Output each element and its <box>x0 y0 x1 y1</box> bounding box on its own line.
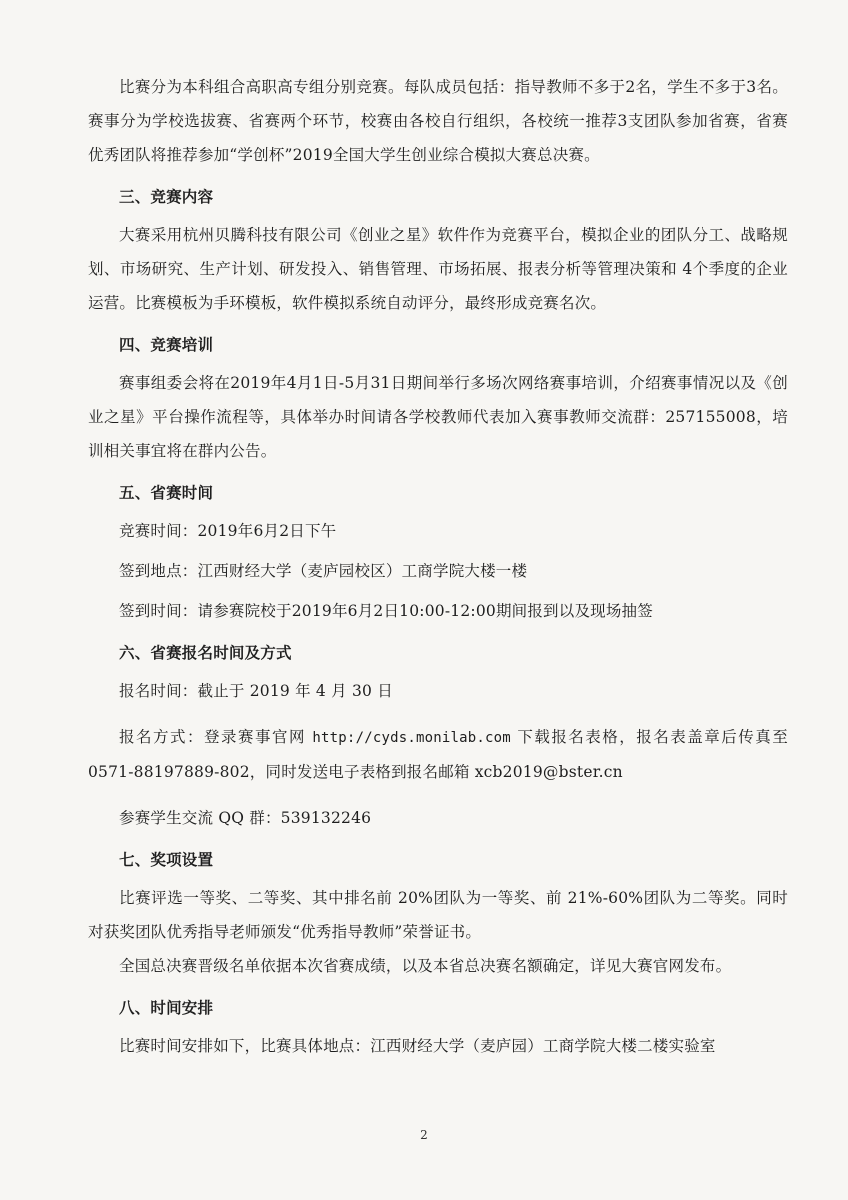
registration-method-suffix: 下载报名表格，报名表盖章后传真至 0571-88197889-802，同时发送电子表格到报名邮箱 xcb2019@bster.cn <box>88 728 788 781</box>
section-4-heading: 四、竞赛培训 <box>119 336 214 354</box>
section-4-paragraph: 赛事组委会将在2019年4月1日-5月31日期间举行多场次网络赛事培训，介绍赛事情况以及《创业之星》平台操作流程等，具体举办时间请各学校教师代表加入赛事教师交流群：257155008，培训相关事宜将在群内公告。 <box>88 374 788 460</box>
registration-deadline: 报名时间：截止于 2019 年 4 月 30 日 <box>119 682 393 700</box>
award-paragraph: 比赛评选一等奖、二等奖、其中排名前 20%团队为一等奖、前 21%-60%团队为二等奖。同时对获奖团队优秀指导老师颁发“优秀指导教师”荣誉证书。 <box>88 889 788 941</box>
section-3-paragraph: 大赛采用杭州贝腾科技有限公司《创业之星》软件作为竞赛平台，模拟企业的团队分工、战略规划、市场研究、生产计划、研发投入、销售管理、市场拓展、报表分析等管理决策和 4个季度的企业运营。比赛模板为手环模板，软件模拟系统自动评分，最终形成竞赛名次。 <box>88 226 788 312</box>
section-3-heading: 三、竞赛内容 <box>119 188 214 206</box>
finals-qualification-paragraph: 全国总决赛晋级名单依据本次省赛成绩，以及本省总决赛名额确定，详见大赛官网发布。 <box>119 957 732 975</box>
official-website-url: http://cyds.monilab.com <box>312 730 511 746</box>
student-qq-group: 参赛学生交流 QQ 群：539132246 <box>119 809 372 827</box>
section-8-heading: 八、时间安排 <box>119 999 214 1017</box>
registration-method-prefix: 报名方式：登录赛事官网 <box>119 728 313 746</box>
competition-time: 竞赛时间：2019年6月2日下午 <box>119 522 337 540</box>
document-body <box>88 70 788 1063</box>
section-5-heading: 五、省赛时间 <box>119 484 214 502</box>
schedule-paragraph: 比赛时间安排如下，比赛具体地点：江西财经大学（麦庐园）工商学院大楼二楼实验室 <box>119 1037 716 1055</box>
registration-method <box>88 720 788 789</box>
checkin-location: 签到地点：江西财经大学（麦庐园校区）工商学院大楼一楼 <box>119 562 528 580</box>
checkin-time: 签到时间：请参赛院校于2019年6月2日10:00-12:00期间报到以及现场抽签 <box>119 602 653 620</box>
section-7-heading: 七、奖项设置 <box>119 851 214 869</box>
intro-paragraph: 比赛分为本科组合高职高专组分别竞赛。每队成员包括：指导教师不多于2名，学生不多于3名。赛事分为学校选拔赛、省赛两个环节，校赛由各校自行组织，各校统一推荐3支团队参加省赛，省赛优秀团队将推荐参加“学创杯”2019全国大学生创业综合模拟大赛总决赛。 <box>88 78 788 164</box>
section-6-heading: 六、省赛报名时间及方式 <box>119 644 292 662</box>
page-number: 2 <box>420 1128 428 1142</box>
